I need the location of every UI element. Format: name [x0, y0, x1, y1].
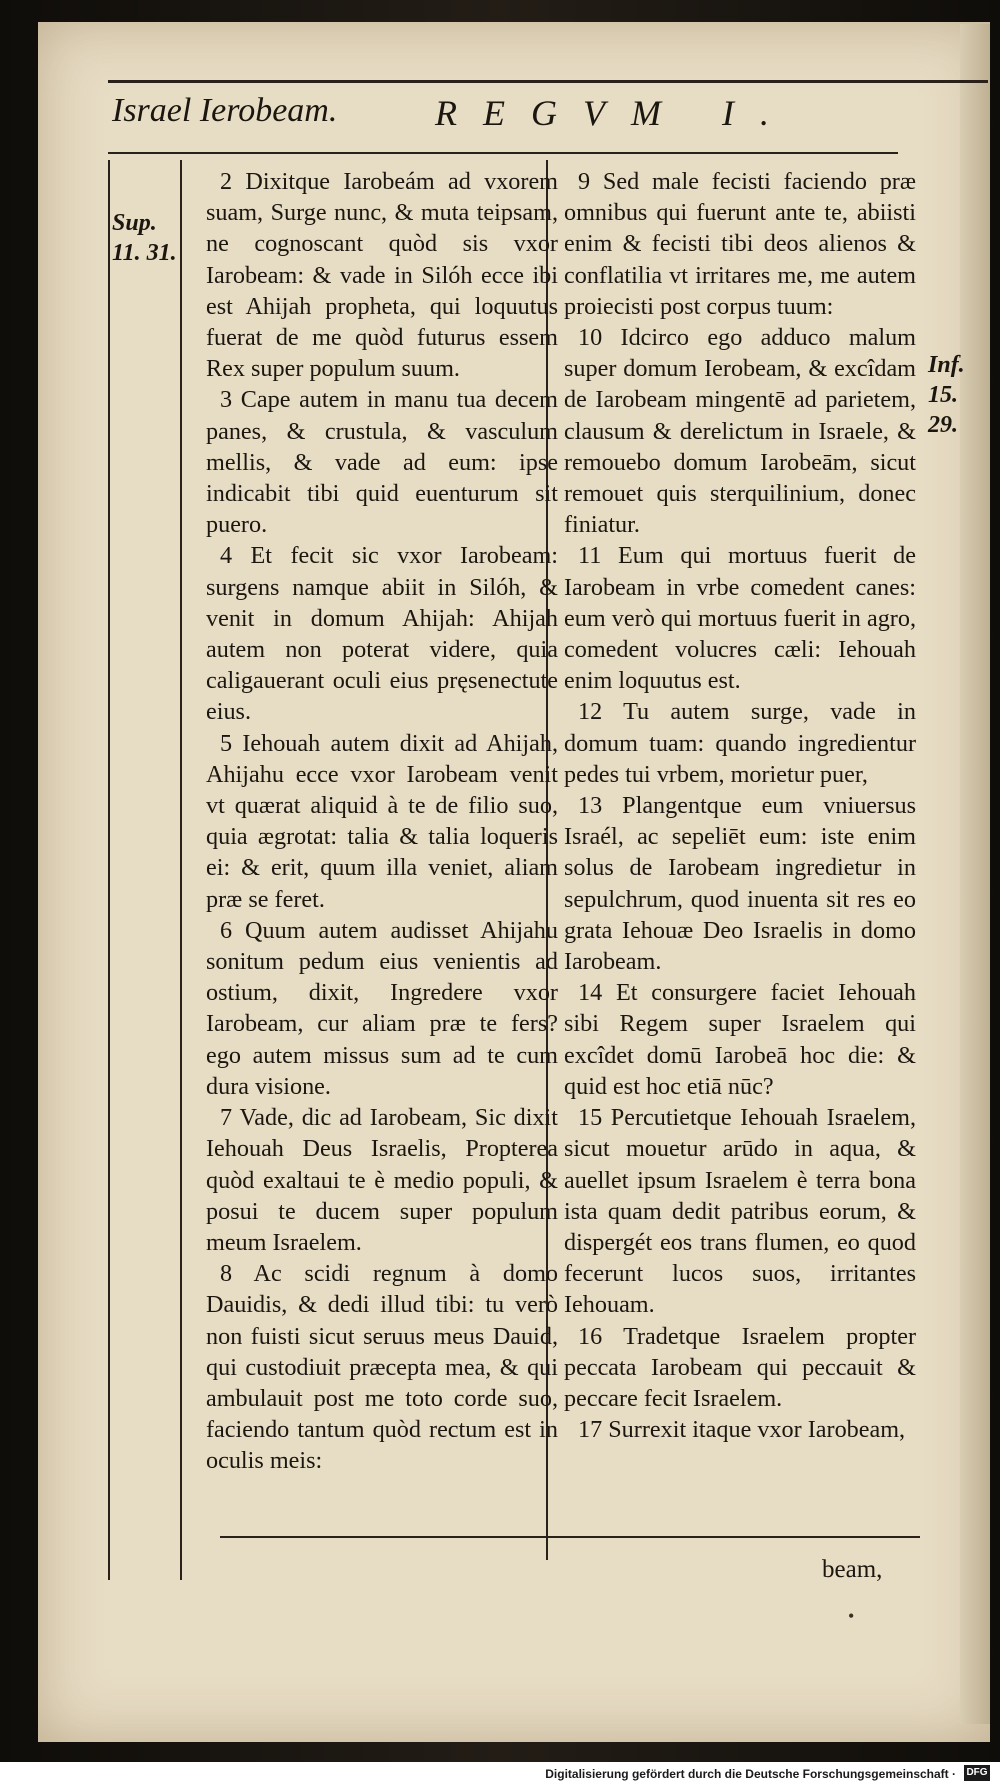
- verse: 16 Tradetque Israelem propter peccata Iarobeam qui peccauit & peccare fecit Israelem.: [564, 1322, 916, 1412]
- verse: 10 Idcirco ego adduco malum super domum Ierobeam, & excîdam de Iarobeam mingentē ad parietem, clausum & derelictum in Israele, & remouebo domum Iarobeām, sicut remouet quis sterquilinium, donec finiatur.: [564, 324, 916, 539]
- running-head-left: Israel Ierobeam.: [112, 92, 338, 129]
- verse: 14 Et consurgere faciet Iehouah sibi Regem super Israelem qui excîdet domū Iarobeā hoc die: & quid est hoc etiā nūc?: [564, 979, 916, 1100]
- bottom-rule: [220, 1536, 920, 1538]
- verse: 4 Et fecit sic vxor Iarobeam: surgens namque abiit in Silóh, & venit in domum Ahijah: Ahijah autem non poterat videre, quia caligauerant oculi eius pręsenectute eius.: [206, 542, 558, 726]
- margin-rule-left: [108, 160, 110, 1580]
- head-rule: [108, 152, 898, 154]
- verse: 2 Dixitque Iarobeám ad vxorem suam, Surge nunc, & muta teipsam, ne cognoscant quòd sis vxor Iarobeam: & vade in Silóh ecce ibi est Ahijah propheta, qui loquutus fuerat de me quòd futurus essem Rex super populum suum.: [206, 168, 558, 383]
- margin-note-left: Sup. 11. 31.: [112, 210, 177, 266]
- verse: 15 Percutietque Iehouah Israelem, sicut mouetur arūdo in aqua, & auellet ipsum Israelem è terra bona ista quam dedit patribus eorum, & dispergét eos trans flumen, eo quod fecerunt lucos suos, irritantes Iehouam.: [564, 1104, 916, 1319]
- ink-blot-icon: •: [848, 1606, 855, 1626]
- text-column-right: [564, 166, 916, 1445]
- margin-note-right: Inf. 15. 29.: [928, 352, 965, 438]
- dfg-logo-icon: DFG: [964, 1765, 990, 1781]
- verse: 11 Eum qui mortuus fuerit de Iarobeam in vrbe comedent canes: eum verò qui mortuus fuerit in agro, comedent volucres cæli: Iehouah enim loquutus est.: [564, 542, 916, 695]
- running-head-title: REGVM I.: [435, 93, 795, 133]
- top-rule: [108, 80, 988, 83]
- catchword: beam,: [822, 1556, 883, 1583]
- footer-credit: Digitalisierung gefördert durch die Deutsche Forschungsgemeinschaft ·: [545, 1767, 956, 1781]
- verse: 12 Tu autem surge, vade in domum tuam: quando ingredientur pedes tui vrbem, morietur puer,: [564, 698, 916, 788]
- text-column-left: [206, 166, 558, 1477]
- verse: 8 Ac scidi regnum à domo Dauidis, & dedi illud tibi: tu verò non fuisti sicut seruus meus Dauid, qui custodiuit præcepta mea, & qui ambulauit post me toto corde suo, faciendo tantum quòd rectum est in oculis meis:: [206, 1260, 558, 1475]
- verse: 5 Iehouah autem dixit ad Ahijah, Ahijahu ecce vxor Iarobeam venit vt quærat aliquid à te de filio suo, quia ægrotat: talia & talia loqueris ei: & erit, quum illa veniet, aliam præ se feret.: [206, 729, 558, 913]
- verse: 7 Vade, dic ad Iarobeam, Sic dixit Iehouah Deus Israelis, Propterea quòd exaltaui te è medio populi, & posui te ducem super populum meum Israelem.: [206, 1104, 558, 1256]
- verse: 3 Cape autem in manu tua decem panes, & crustula, & vasculum mellis, & vade ad eum: ipse indicabit tibi quid euenturum sit puero.: [206, 386, 558, 539]
- column-rule-left: [180, 160, 182, 1580]
- verse: 6 Quum autem audisset Ahijahu sonitum pedum eius venientis ad ostium, dixit, Ingredere vxor Iarobeam, cur aliam præ te fers? ego autem missus sum ad te cum dura visione.: [206, 916, 558, 1100]
- verse: 13 Plangentque eum vniuersus Israél, ac sepeliēt eum: iste enim solus de Iarobeam ingredietur in sepulchrum, quod inuenta sit res eo grata Iehouæ Deo Israelis in domo Iarobeam.: [564, 792, 916, 976]
- verse: 17 Surrexit itaque vxor Iarobeam,: [578, 1416, 906, 1444]
- verse: 9 Sed male fecisti faciendo præ omnibus qui fuerunt ante te, abiisti enim & fecisti tibi deos alienos & conflatilia vt irritares me, me autem proiecisti post corpus tuum:: [564, 168, 916, 320]
- page-edge: [960, 24, 990, 1724]
